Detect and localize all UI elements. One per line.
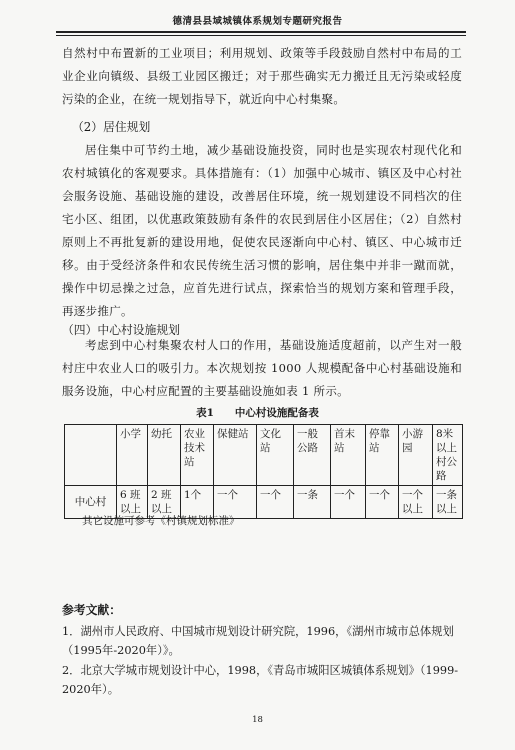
table-cell: 一个以上 <box>399 486 433 519</box>
table-caption: 表1 中心村设施配备表 <box>196 407 319 419</box>
table-cell: 一条以上 <box>433 486 463 519</box>
header-rule-thin <box>56 35 466 36</box>
table-header-cell: 首末站 <box>331 425 366 486</box>
page-number: 18 <box>252 715 263 725</box>
header-rule-thick <box>56 31 466 33</box>
table-row-label: 中心村 <box>65 486 117 519</box>
table-header-cell: 幼托 <box>148 425 181 486</box>
facilities-table <box>64 424 463 519</box>
table-cell: 6 班以上 <box>117 486 148 519</box>
table-header-cell: 农业技术站 <box>181 425 214 486</box>
section-heading-residential: （2）居住规划 <box>72 120 151 134</box>
table-cell: 2 班以上 <box>148 486 181 519</box>
table-header-cell: 小学 <box>117 425 148 486</box>
table-cell: 一个 <box>331 486 366 519</box>
section-heading-central-village: （四）中心村设施规划 <box>62 323 180 337</box>
table-cell: 一个 <box>366 486 399 519</box>
table-note: 其它设施可参考《村镇规划标准》 <box>82 515 240 527</box>
references-title: 参考文献： <box>62 603 121 617</box>
table-header-cell <box>65 425 117 486</box>
table-header-cell: 小游园 <box>399 425 433 486</box>
running-header: 德清县县域城镇体系规划专题研究报告 <box>172 16 343 27</box>
table-header-cell: 文化站 <box>257 425 294 486</box>
table-cell: 一个 <box>214 486 257 519</box>
table-cell: 一条 <box>294 486 331 519</box>
table-header-cell: 停靠站 <box>366 425 399 486</box>
section-body-central-village: 考虑到中心村集聚农村人口的作用，基础设施适度超前，以产生对一般村庄中农业人口的吸引力。本次规划按 1000 人规模配备中心村基础设施和服务设施，中心村应配置的主要基础设施如表 1 所示。 <box>62 338 462 398</box>
table-cell: 一个 <box>257 486 294 519</box>
section-body-residential: 居住集中可节约土地，减少基础设施投资，同时也是实现农村现代化和农村城镇化的客观要求。具体措施有：（1）加强中心城市、镇区及中心村社会服务设施、基础设施的建设，改善居住环境，统一规划建设不同档次的住宅小区、组团，以优惠政策鼓励有条件的农民到居住小区居住；（2）自然村原则上不再批复新的建设用地，促使农民逐渐向中心村、镇区、中心城市迁移。由于受经济条件和农民传统生活习惯的影响，居住集中并非一蹴而就，操作中切忌操之过急，应首先进行试点，探索恰当的规划方案和管理手段，再逐步推广。 <box>62 143 462 318</box>
table-header-cell: 一般公路 <box>294 425 331 486</box>
reference-item: 1．湖州市人民政府、中国城市规划设计研究院，1996，《湖州市城市总体规划（1995年-2020年）》。 <box>62 625 454 657</box>
table-header-row <box>65 425 463 486</box>
table-cell: 1个 <box>181 486 214 519</box>
table-header-cell: 保健站 <box>214 425 257 486</box>
table-header-cell: 8米以上村公路 <box>433 425 463 486</box>
reference-item: 2．北京大学城市规划设计中心，1998，《青岛市城阳区城镇体系规划》（1999-2020年）。 <box>62 664 459 696</box>
intro-paragraph: 自然村中布置新的工业项目；利用规划、政策等手段鼓励自然村中布局的工业企业向镇级、县级工业园区搬迁；对于那些确实无力搬迁且无污染或轻度污染的企业，在统一规划指导下，就近向中心村集聚。 <box>62 46 462 106</box>
